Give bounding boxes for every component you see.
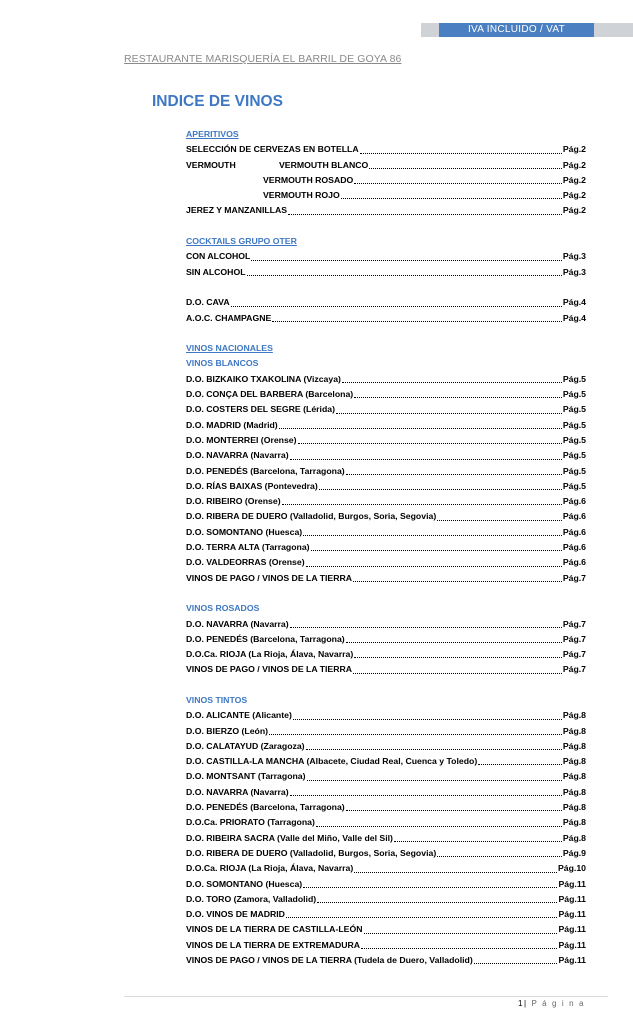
index-entry-page: Pág.11 (558, 893, 586, 904)
index-entry-page: Pág.5 (562, 404, 586, 415)
index-entry-label: D.O. PENEDÉS (Barcelona, Tarragona) (186, 802, 345, 813)
index-entry-page: Pág.2 (562, 190, 586, 201)
index-row (186, 877, 586, 892)
index-entry-page: Pág.2 (562, 205, 586, 216)
index-row (186, 249, 586, 264)
dot-leader (474, 963, 557, 964)
index-entry-page: Pág.9 (562, 847, 586, 858)
dot-leader (272, 321, 562, 322)
dot-leader (311, 550, 562, 551)
index-row (186, 311, 586, 326)
index-entry-label: CON ALCOHOL (186, 251, 251, 262)
index-entry-page: Pág.11 (558, 924, 586, 935)
index-entry-label: D.O. MADRID (Madrid) (186, 419, 278, 430)
index-row (186, 938, 586, 953)
dot-leader (353, 581, 562, 582)
index-entry-label: D.O. NAVARRA (Navarra) (186, 786, 289, 797)
dot-leader (279, 428, 562, 429)
index-entry-page: Pág.2 (562, 174, 586, 185)
vat-label: IVA INCLUIDO / VAT (439, 23, 594, 37)
index-entry-label: D.O. CONÇA DEL BARBERA (Barcelona) (186, 389, 354, 400)
dot-leader (290, 459, 562, 460)
section-heading-cocktails: COCKTAILS GRUPO OTER (186, 236, 297, 247)
section-heading-blancos: VINOS BLANCOS (186, 358, 259, 369)
index-entry-sublabel: VERMOUTH ROSADO (263, 174, 354, 185)
section-espumosos (186, 295, 586, 326)
dot-leader (394, 841, 562, 842)
index-entry-label: D.O.Ca. PRIORATO (Tarragona) (186, 817, 315, 828)
index-entry-page: Pág.5 (562, 480, 586, 491)
index-entry-page: Pág.8 (562, 771, 586, 782)
index-entry-label: D.O. MONTSANT (Tarragona) (186, 771, 306, 782)
index-entry-label: VINOS DE LA TIERRA DE EXTREMADURA (186, 939, 361, 950)
index-entry-page: Pág.11 (558, 955, 586, 966)
index-row (186, 555, 586, 570)
dot-leader (360, 153, 562, 154)
index-row (186, 402, 586, 417)
index-row (186, 724, 586, 739)
section-cocktails (186, 249, 586, 280)
section-heading-rosados: VINOS ROSADOS (186, 603, 260, 614)
dot-leader (282, 504, 562, 505)
dot-leader (354, 183, 562, 184)
index-entry-label: D.O. RIBERA DE DUERO (Valladolid, Burgos, Soria, Segovia) (186, 511, 437, 522)
index-row (186, 953, 586, 968)
page-footer (518, 999, 585, 1008)
index-entry-page: Pág.8 (562, 725, 586, 736)
index-row (186, 662, 586, 677)
index-entry-label: D.O. VALDEORRAS (Orense) (186, 557, 305, 568)
index-row (186, 265, 586, 280)
index-entry-page: Pág.4 (562, 312, 586, 323)
index-entry-label: SIN ALCOHOL (186, 266, 246, 277)
section-heading-tintos: VINOS TINTOS (186, 694, 248, 705)
footer-divider (124, 996, 608, 997)
index-entry-page: Pág.5 (562, 450, 586, 461)
index-entry-page: Pág.8 (562, 756, 586, 767)
index-row (186, 372, 586, 387)
index-entry-page: Pág.7 (562, 618, 586, 629)
index-row (186, 173, 586, 188)
dot-leader (319, 489, 562, 490)
index-row (186, 525, 586, 540)
index-row (186, 479, 586, 494)
index-row (186, 708, 586, 723)
index-row (186, 922, 586, 937)
footer-separator: | (524, 999, 528, 1008)
wine-index (186, 127, 586, 968)
page-title: INDICE DE VINOS (152, 93, 283, 110)
dot-leader (290, 627, 562, 628)
index-entry-label: D.O.Ca. RIOJA (La Rioja, Álava, Navarra) (186, 863, 354, 874)
dot-leader (437, 520, 562, 521)
section-heading-aperitivos: APERITIVOS (186, 129, 239, 139)
index-entry-page: Pág.6 (562, 526, 586, 537)
index-entry-label: D.O. ALICANTE (Alicante) (186, 710, 292, 721)
index-entry-page: Pág.7 (562, 664, 586, 675)
dot-leader (437, 856, 562, 857)
index-row (186, 540, 586, 555)
index-entry-page: Pág.6 (562, 542, 586, 553)
index-entry-page: Pág.6 (562, 496, 586, 507)
index-entry-label: VINOS DE PAGO / VINOS DE LA TIERRA (186, 664, 353, 675)
dot-leader (303, 887, 557, 888)
dot-leader (247, 275, 562, 276)
dot-leader (303, 535, 562, 536)
index-entry-page: Pág.3 (562, 266, 586, 277)
dot-leader (290, 795, 562, 796)
index-entry-page: Pág.11 (558, 878, 586, 889)
index-entry-label: D.O. PENEDÉS (Barcelona, Tarragona) (186, 633, 345, 644)
dot-leader (369, 168, 562, 169)
index-entry-label: A.O.C. CHAMPAGNE (186, 312, 272, 323)
index-entry-label: D.O. SOMONTANO (Huesca) (186, 526, 303, 537)
dot-leader (342, 382, 562, 383)
index-row (186, 846, 586, 861)
index-entry-label: D.O. RÍAS BAIXAS (Pontevedra) (186, 480, 318, 491)
index-entry-page: Pág.8 (562, 786, 586, 797)
dot-leader (317, 902, 557, 903)
index-row (186, 785, 586, 800)
index-row (186, 188, 586, 203)
index-row (186, 203, 586, 218)
index-entry-label: D.O. COSTERS DEL SEGRE (Lérida) (186, 404, 335, 415)
index-entry-label: VERMOUTH (186, 159, 236, 170)
dot-leader (354, 397, 562, 398)
index-row (186, 831, 586, 846)
index-entry-page: Pág.5 (562, 434, 586, 445)
index-row (186, 907, 586, 922)
index-entry-page: Pág.6 (562, 557, 586, 568)
index-entry-page: Pág.5 (562, 389, 586, 400)
dot-leader (231, 306, 562, 307)
index-entry-page: Pág.8 (562, 802, 586, 813)
index-entry-label: VINOS DE PAGO / VINOS DE LA TIERRA (Tudela de Duero, Valladolid) (186, 955, 473, 966)
index-entry-page: Pág.8 (562, 817, 586, 828)
index-entry-label: D.O. PENEDÉS (Barcelona, Tarragona) (186, 465, 345, 476)
dot-leader (364, 933, 557, 934)
dot-leader (354, 872, 557, 873)
index-entry-page: Pág.7 (562, 633, 586, 644)
index-entry-label: D.O. TORO (Zamora, Valladolid) (186, 893, 317, 904)
index-entry-page: Pág.2 (562, 144, 586, 155)
index-entry-page: Pág.5 (562, 419, 586, 430)
index-entry-page: Pág.8 (562, 832, 586, 843)
dot-leader (298, 443, 562, 444)
dot-leader (307, 780, 562, 781)
index-entry-page: Pág.5 (562, 373, 586, 384)
index-entry-label: D.O. BIZKAIKO TXAKOLINA (Vizcaya) (186, 373, 341, 384)
index-entry-page: Pág.6 (562, 511, 586, 522)
index-entry-page: Pág.4 (562, 297, 586, 308)
index-entry-label: D.O. NAVARRA (Navarra) (186, 450, 289, 461)
dot-leader (346, 810, 562, 811)
index-entry-page: Pág.5 (562, 465, 586, 476)
index-entry-page: Pág.10 (557, 863, 586, 874)
dot-leader (341, 198, 562, 199)
index-entry-page: Pág.8 (562, 740, 586, 751)
dot-leader (306, 566, 562, 567)
header-band-gray (594, 23, 633, 37)
section-blancos (186, 372, 586, 586)
index-row (186, 158, 586, 173)
dot-leader (286, 917, 557, 918)
dot-leader (293, 719, 562, 720)
index-entry-label: D.O. TERRA ALTA (Tarragona) (186, 542, 310, 553)
index-entry-page: Pág.7 (562, 572, 586, 583)
index-entry-label: SELECCIÓN DE CERVEZAS EN BOTELLA (186, 144, 359, 155)
index-row (186, 142, 586, 157)
section-heading-nacionales: VINOS NACIONALES (186, 343, 273, 354)
index-row (186, 387, 586, 402)
index-row (186, 647, 586, 662)
index-row (186, 769, 586, 784)
section-aperitivos (186, 142, 586, 218)
index-entry-page: Pág.2 (562, 159, 586, 170)
index-row (186, 892, 586, 907)
index-entry-label: D.O. RIBEIRO (Orense) (186, 496, 281, 507)
dot-leader (269, 734, 562, 735)
index-entry-label: D.O. BIERZO (León) (186, 725, 269, 736)
index-row (186, 739, 586, 754)
index-entry-label: D.O. MONTERREI (Orense) (186, 434, 297, 445)
index-entry-label: D.O. SOMONTANO (Huesca) (186, 878, 303, 889)
page-number: 1 (517, 999, 524, 1008)
dot-leader (251, 260, 562, 261)
index-row (186, 418, 586, 433)
section-tintos (186, 708, 586, 968)
index-entry-sublabel: VERMOUTH ROJO (263, 190, 340, 201)
index-entry-label: D.O. CASTILLA-LA MANCHA (Albacete, Ciudad Real, Cuenca y Toledo) (186, 756, 478, 767)
index-entry-label: JEREZ Y MANZANILLAS (186, 205, 288, 216)
index-row (186, 571, 586, 586)
dot-leader (361, 948, 557, 949)
index-entry-label: D.O. VINOS DE MADRID (186, 909, 285, 920)
index-entry-page: Pág.7 (562, 649, 586, 660)
dot-leader (316, 826, 562, 827)
dot-leader (354, 657, 562, 658)
index-row (186, 754, 586, 769)
section-rosados (186, 617, 586, 678)
index-row (186, 295, 586, 310)
header-band-light (421, 23, 439, 37)
dot-leader (336, 413, 562, 414)
dot-leader (346, 642, 562, 643)
index-row (186, 464, 586, 479)
index-row (186, 494, 586, 509)
index-row (186, 632, 586, 647)
index-row (186, 448, 586, 463)
dot-leader (346, 474, 562, 475)
index-entry-label: VINOS DE PAGO / VINOS DE LA TIERRA (186, 572, 353, 583)
restaurant-name: RESTAURANTE MARISQUERÍA EL BARRIL DE GOYA 86 (124, 53, 402, 65)
dot-leader (306, 749, 562, 750)
index-row (186, 509, 586, 524)
page-word: P á g i n a (531, 999, 585, 1008)
index-row (186, 617, 586, 632)
dot-leader (353, 673, 562, 674)
index-entry-page: Pág.3 (562, 251, 586, 262)
index-entry-label: D.O. CALATAYUD (Zaragoza) (186, 740, 305, 751)
dot-leader (478, 764, 562, 765)
index-row (186, 800, 586, 815)
index-entry-label: D.O. RIBERA DE DUERO (Valladolid, Burgos, Soria, Segovia) (186, 847, 437, 858)
dot-leader (288, 214, 562, 215)
index-entry-sublabel: VERMOUTH BLANCO (279, 159, 369, 170)
index-entry-label: D.O.Ca. RIOJA (La Rioja, Álava, Navarra) (186, 649, 354, 660)
index-row (186, 815, 586, 830)
index-entry-page: Pág.11 (558, 939, 586, 950)
index-entry-label: D.O. NAVARRA (Navarra) (186, 618, 289, 629)
index-entry-label: VINOS DE LA TIERRA DE CASTILLA-LEÓN (186, 924, 363, 935)
index-row (186, 433, 586, 448)
index-entry-label: D.O. CAVA (186, 297, 230, 308)
index-row (186, 861, 586, 876)
index-entry-page: Pág.11 (558, 909, 586, 920)
index-entry-page: Pág.8 (562, 710, 586, 721)
index-entry-label: D.O. RIBEIRA SACRA (Valle del Miño, Valle del Sil) (186, 832, 393, 843)
